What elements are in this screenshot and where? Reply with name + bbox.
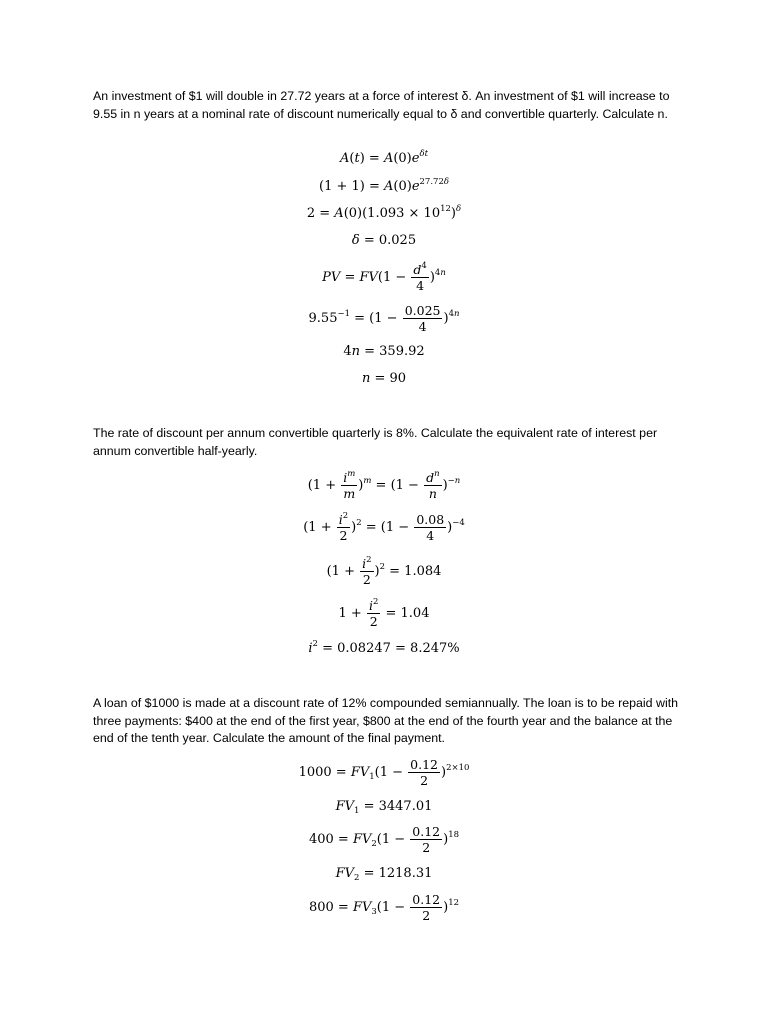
equation: $2 = A(0)(1.093 \times 10^{12})^\delta$ <box>306 204 462 221</box>
problem-1-text: An investment of $1 will double in 27.72 years at a force of interest δ. An investment of $1 will increase to 9.55 in n years at a nominal rate of discount numerically equal to δ and convertible quarterly. Calculate n. <box>93 89 670 121</box>
equation: $400 = FV_2(1$ − $\frac{0.12}{2}$ )$^{18}$ <box>308 824 460 855</box>
fraction: $\frac{i^2}{2}$ <box>362 555 372 587</box>
equation: $9.55^{-1} = (1$ − $\frac{0.025}{4}$ )$^{4n}$ <box>308 303 460 334</box>
equation: $i^2 = 0.08247 = 8.247\%$ <box>308 639 460 656</box>
equation: $A(t) = A(0)e^{\delta t}$ <box>340 149 428 166</box>
fraction: $\frac{0.12}{2}$ <box>412 824 441 855</box>
equation: n = 90 <box>361 371 407 386</box>
fraction: $\frac{0.12}{2}$ <box>412 892 441 923</box>
fraction: $\frac{i^2}{2}$ <box>338 511 349 543</box>
equation: $(1 + 1) = A(0)e^{27.72\delta}$ <box>319 177 449 194</box>
problem-2-text: The rate of discount per annum convertible quarterly is 8%. Calculate the equivalent rate of interest per annum convertible half-yearly. <box>93 426 658 458</box>
fraction: $\frac{0.12}{2}$ <box>410 757 438 788</box>
equation: (1 + $\frac{i^2}{2}$ )$^2$ = (1 − $\frac{0.08}{4}$ )$^{-4}$ <box>303 511 465 543</box>
fraction: $\frac{i^2}{2}$ <box>368 597 379 629</box>
equation: $800 = FV_3(1$ − $\frac{0.12}{2}$ )$^{12}$ <box>308 892 460 923</box>
problem-3-text: A loan of $1000 is made at a discount rate of 12% compounded semiannually. The loan is to be repaid with three payments: $400 at the end of the first year, $800 at the end of the fourth year and the balance at the end of the tenth year. Calculate the amount of the final payment. <box>93 696 679 746</box>
fraction: $\frac{0.08}{4}$ <box>416 512 445 543</box>
equation: $FV_1 = 3447.01$ <box>335 799 433 816</box>
equation: 1 + $\frac{i^2}{2}$ = 1.04 <box>338 597 430 629</box>
equation: PV = FV(1 − $\frac{d^4}{4}$ )$^{4n}$ <box>322 261 446 293</box>
fraction: $\frac{0.025}{4}$ <box>404 303 441 334</box>
equation: $1000 = FV_1(1$ − $\frac{0.12}{2}$ )$^{2\times 10}$ <box>298 757 470 788</box>
equation: 4n = 359.92 <box>343 344 425 359</box>
equation: $FV_2 = 1218.31$ <box>335 866 433 883</box>
equation: (1 + $\frac{i^m}{m}$ )$^m$ = (1 − $\frac{d^n}{n}$ )$^{-n}$ <box>307 469 461 501</box>
equation: (1 + $\frac{i^2}{2}$ )$^2$ = 1.084 <box>326 555 442 587</box>
fraction: $\frac{i^m}{m}$ <box>343 469 356 501</box>
equation: δ = 0.025 <box>351 233 417 248</box>
fraction: $\frac{d^4}{4}$ <box>413 261 427 293</box>
fraction: $\frac{d^n}{n}$ <box>426 469 440 501</box>
